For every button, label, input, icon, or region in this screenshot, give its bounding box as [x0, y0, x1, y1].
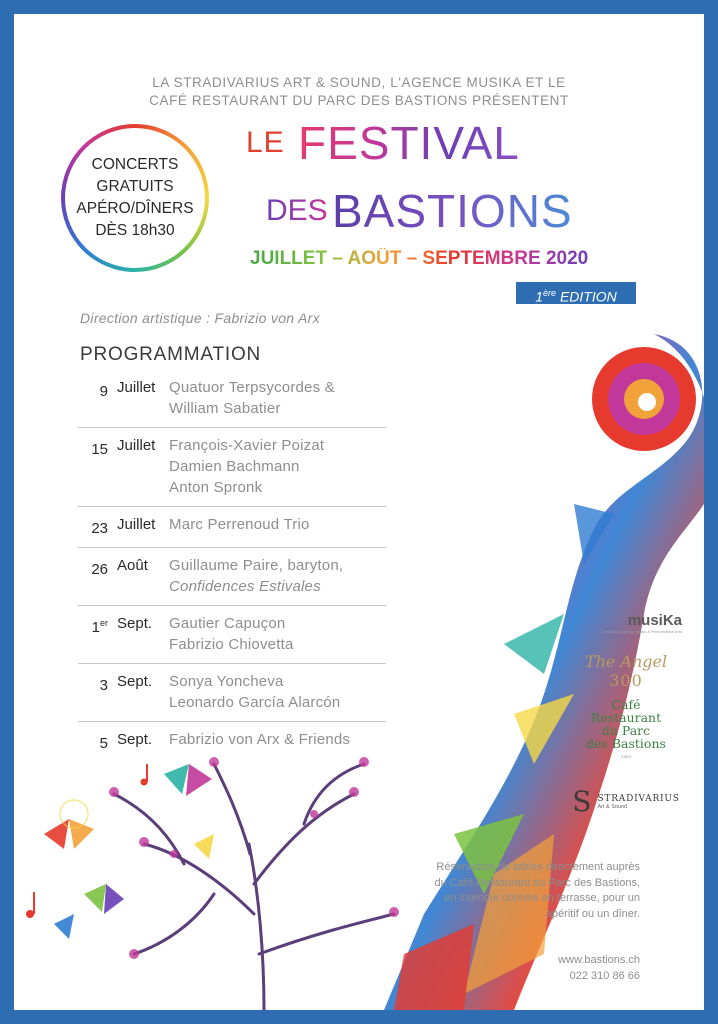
concert-day-number: 3	[99, 677, 108, 694]
edition-label: EDITION	[556, 288, 617, 305]
artist-line: William Sabatier	[169, 400, 281, 417]
musika-name: musiKa	[627, 612, 682, 629]
poster	[14, 14, 704, 1010]
concert-artists	[169, 514, 386, 539]
badge-line: CONCERTS	[91, 156, 179, 173]
concert-day-number: 15	[91, 441, 108, 458]
artist-line: Guillaume Paire, baryton,	[169, 557, 344, 574]
cafe-line: Restaurant	[590, 710, 662, 725]
musika-logo	[566, 612, 686, 634]
concert-artists	[169, 555, 386, 597]
artist-line: Fabrizio Chiovetta	[169, 636, 294, 653]
concert-day-number: 1	[91, 619, 100, 636]
angel-name: The Angel	[584, 652, 668, 671]
concert-artists	[169, 435, 386, 498]
cafe-line: des Bastions	[586, 736, 666, 751]
title-bastions: BASTIONS	[332, 185, 573, 237]
programme-row	[78, 606, 386, 664]
artist-line: Sonya Yoncheva	[169, 673, 284, 690]
free-concerts-badge	[61, 124, 209, 272]
concert-artists	[169, 377, 386, 419]
concert-artists	[169, 613, 386, 655]
concert-month: Juillet	[117, 437, 156, 454]
concert-month: Juillet	[117, 516, 156, 533]
artist-line: Leonardo García Alarcón	[169, 694, 341, 711]
concert-day	[78, 613, 108, 655]
concert-day-number: 23	[91, 520, 108, 537]
phone-number: 022 310 86 66	[569, 970, 640, 982]
programme-row	[78, 507, 386, 548]
badge-line: DÈS 18h30	[95, 222, 175, 239]
programme-list	[78, 370, 386, 762]
concert-day-number: 9	[99, 383, 108, 400]
contact-info	[474, 952, 640, 984]
edition-suffix: ère	[543, 288, 557, 298]
title-festival: FESTIVAL	[298, 117, 520, 169]
artist-line: Marc Perrenoud Trio	[169, 516, 310, 533]
concert-artists	[169, 671, 386, 713]
edition-number: 1	[535, 288, 544, 305]
presenters-text	[14, 74, 704, 110]
concert-day-number: 26	[91, 561, 108, 578]
concert-artists	[169, 729, 386, 754]
cafe-restaurant-logo	[566, 698, 686, 763]
concert-day	[78, 377, 108, 419]
programme-row	[78, 548, 386, 606]
concert-month: Sept.	[117, 731, 153, 748]
stradivarius-subtitle: Art & Sound	[597, 803, 628, 810]
sponsor-logos	[566, 612, 686, 818]
artist-line: Fabrizio von Arx & Friends	[169, 731, 351, 748]
cafe-since: 1903	[620, 754, 632, 759]
concert-month: Août	[117, 557, 148, 574]
concert-day	[78, 555, 108, 597]
angel-year: 300	[609, 671, 643, 690]
concert-month: Juillet	[117, 379, 156, 396]
artistic-direction: Direction artistique : Fabrizio von Arx	[80, 310, 320, 326]
title-des: DES	[266, 194, 328, 227]
programme-row	[78, 428, 386, 507]
tree-butterflies-illustration	[14, 734, 434, 1010]
concert-day-number: 5	[99, 735, 108, 752]
concert-day-suffix: er	[99, 618, 108, 628]
cafe-line: du Parc	[601, 723, 651, 738]
title-le: LE	[246, 126, 285, 159]
concert-day	[78, 435, 108, 498]
badge-line: APÉRO/DÎNERS	[76, 200, 194, 217]
programme-row	[78, 722, 386, 762]
artist-line: François-Xavier Poizat	[169, 437, 325, 454]
concert-day	[78, 671, 108, 713]
stradivarius-logo	[566, 785, 686, 818]
badge-text	[65, 128, 205, 268]
artist-line: Anton Spronk	[169, 479, 263, 496]
concert-day	[78, 729, 108, 754]
website-link[interactable]: www.bastions.ch	[558, 954, 640, 966]
cafe-line: Café	[611, 697, 641, 712]
reservation-info: Réservation de tables directement auprès du Café Restaurant du Parc des Bastions, en intérieur comme en terrasse, pour un apéritif ou un dîner.	[434, 861, 640, 920]
programme-row	[78, 664, 386, 722]
artist-line: Quatuor Terpsycordes &	[169, 379, 335, 396]
concert-day	[78, 514, 108, 539]
artist-line: Confidences Estivales	[169, 578, 321, 595]
concert-month: Sept.	[117, 673, 153, 690]
badge-line: GRATUITS	[96, 178, 174, 195]
the-angel-logo	[566, 652, 686, 690]
artist-line: Damien Bachmann	[169, 458, 300, 475]
musika-tagline: Consulting Agency Music & Performance Arts	[601, 629, 682, 634]
programme-heading: PROGRAMMATION	[80, 344, 262, 365]
presenters-line: LA STRADIVARIUS ART & SOUND, L'AGENCE MUSIKA ET LE	[152, 75, 566, 90]
artist-line: Gautier Capuçon	[169, 615, 286, 632]
stradivarius-name: STRADIVARIUS	[597, 793, 680, 804]
programme-row	[78, 370, 386, 428]
stradivarius-icon: S	[572, 785, 592, 818]
presenters-line: CAFÉ RESTAURANT DU PARC DES BASTIONS PRÉSENTENT	[149, 93, 569, 108]
edition-badge	[516, 282, 636, 304]
concert-month: Sept.	[117, 615, 153, 632]
festival-dates: JUILLET – AOÛT – SEPTEMBRE 2020	[250, 248, 589, 269]
